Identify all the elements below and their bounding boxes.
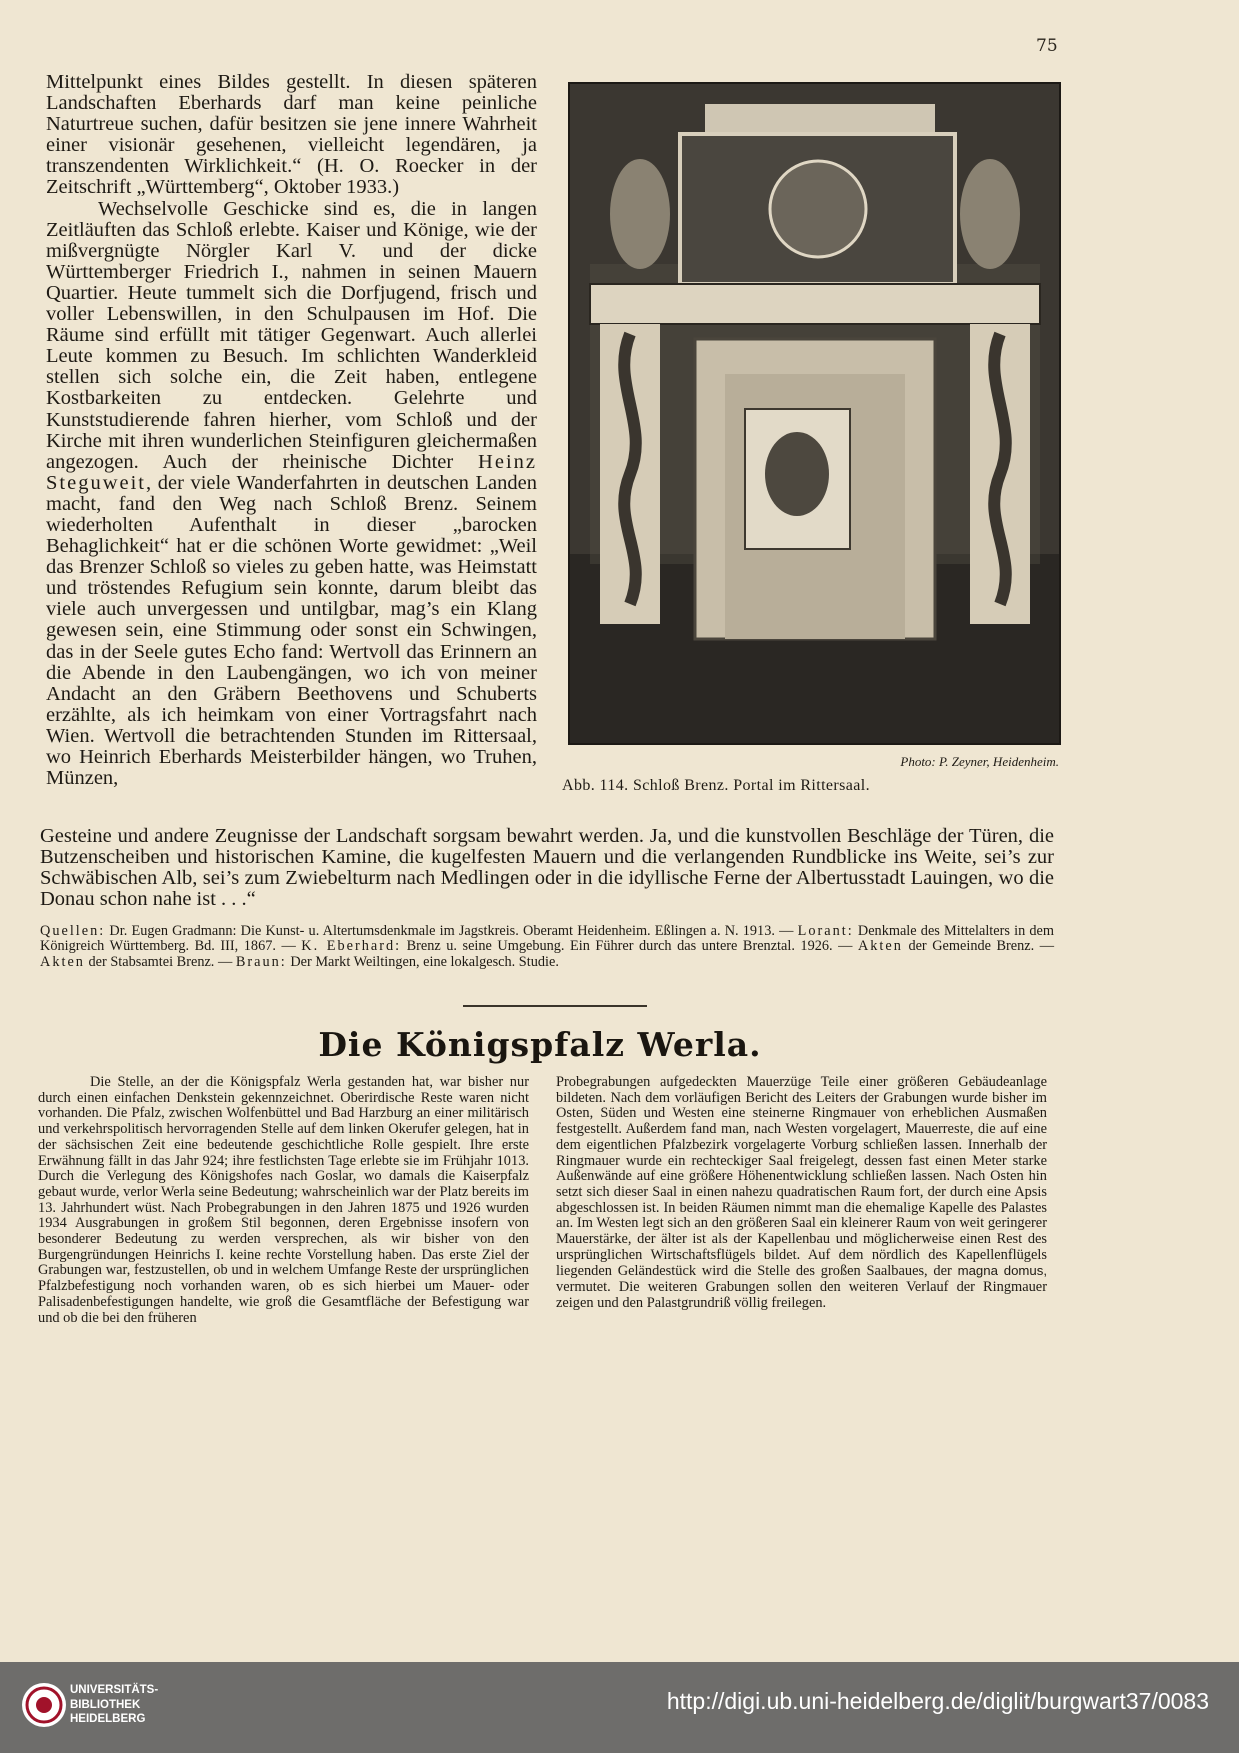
library-name-line-1: UNIVERSITÄTS- (70, 1684, 159, 1696)
article-left-column (38, 1075, 529, 1326)
page-number: 75 (1036, 36, 1058, 56)
poet-name: Heinz Steguweit (46, 450, 537, 494)
source-braun-author: Braun: (235, 953, 287, 970)
source-eberhard: Brenz u. seine Umgebung. Ein Führer durch das untere Brenztal. 1926. — (406, 938, 853, 955)
article-right-text-2: vermutet. Die weiteren Grabungen sollen den weiteren Verlauf der Ringmauer zeigen und den Palastgrundriß völlig freilegen. (556, 1279, 1047, 1311)
source-lorant-author: Lorant: (797, 923, 854, 939)
intro-paragraph-2-end: Gesteine und andere Zeugnisse der Landschaft sorgsam bewahrt werden. Ja, und die kunstvollen Beschläge der Türen, die Butzenscheiben und historischen Kamine, die kugelfesten Mauern und die verlangenden Rundblicke ins Weite, sei’s zur Schwäbischen Alb, sei’s zum Zwiebelturm nach Medlingen oder in die idyllische Ferne der Albertusstadt Lauingen, wo die Donau schon nahe ist . . .“ (40, 825, 1054, 911)
source-akten-1: der Gemeinde Brenz. — (908, 938, 1055, 955)
intro-paragraph-2 (46, 199, 537, 790)
source-eberhard-author: K. Eberhard: (301, 938, 402, 955)
library-name-line-3: HEIDELBERG (70, 1713, 146, 1725)
sources-label: Quellen: (40, 923, 106, 939)
intro-paragraph-1: Mittelpunkt eines Bildes gestellt. In diesen späteren Landschaften Eberhards darf man keine peinliche Naturtreue suchen, dafür besitzen sie jene innere Wahrheit einer visionär gesehenen, vielleicht legendären, ja transzendenten Wirklichkeit.“ (H. O. Roecker in der Zeitschrift „Württemberg“, Oktober 1933.) (46, 71, 537, 199)
source-braun: Der Markt Weiltingen, eine lokalgesch. Studie. (290, 953, 559, 970)
university-seal-icon (21, 1682, 67, 1728)
section-divider (463, 1005, 647, 1007)
portal-illustration (570, 84, 1059, 743)
source-gradmann: Dr. Eugen Gradmann: Die Kunst- u. Altertumsdenkmale im Jagstkreis. Oberamt Heidenheim. Eßlingen a. N. 1913. — (109, 923, 794, 939)
intro-paragraph-2-continued: , der viele Wanderfahrten in deutschen Landen macht, fand den Weg nach Schloß Brenz. Seinem wiederholten Aufenthalt in dieser „barocken Behaglichkeit“ hat er die schönen Worte gewidmet: „Weil das Brenzer Schloß so vieles zu geben hatte, was Heimstatt und tröstendes Refugium sein konnte, darum bleibt das viele auch unvergessen und untilgbar, mag’s ein Klang gewesen sein, eine Stimmung oder sonst ein Schwingen, das in der Seele gutes Echo fand: Wertvoll das Erinnern an die Abende in den Laubengängen, wo ich von meiner Andacht an den Gräbern Beethovens und Schuberts erzählte, als ich heimkam von einer Vortragsfahrt nach Wien. Wertvoll die betrachtenden Stunden im Rittersaal, wo Heinrich Eberhards Meisterbilder hängen, wo Truhen, Münzen, (46, 471, 537, 790)
intro-paragraph-2-text: Wechselvolle Geschicke sind es, die in langen Zeitläuften das Schloß erlebte. Kaiser und Könige, wie der mißvergnügte Nörgler Karl V. und der dicke Württemberger Friedrich I., nahmen in seinen Mauern Quartier. Heute tummelt sich die Dorfjugend, frisch und voller Lebenswillen, in den Schulpausen im Hof. Die Räume sind erfüllt mit tätiger Gegenwart. Auch allerlei Leute kommen zu Besuch. Im schlichten Wanderkleid stellen sich solche ein, die Zeit haben, entlegene Kostbarkeiten zu entdecken. Gelehrte und Kunststudierende fahren hierher, vom Schloß und der Kirche mit ihren wunderlichen Steinfiguren gleichermaßen angezogen. Auch der rheinische Dichter (46, 197, 537, 473)
portal-photograph (568, 82, 1061, 745)
sources-block (40, 924, 1054, 970)
article-right-text-1: Probegrabungen aufgedeckten Mauerzüge Teile einer größeren Gebäudeanlage bildeten. Nach dem vorläufigen Bericht des Leiters der Grabungen wurde bisher im Osten, Süden und Westen eine steinerne Ringmauer von erheblichen Ausmaßen festgestellt. Außerdem fand man, nach Westen vorgelagert, Mauerreste, die auf eine dem eigentlichen Pfalzbezirk vorgelagerte Vorburg schließen lassen. Innerhalb der Ringmauer wurde ein rechteckiger Saal freigelegt, dessen fast einen Meter starke Außenwände auf eine größere Höhenentwicklung schließen lassen. Nach Osten hin setzt sich dieser Saal in einen nahezu quadratischen Raum fort, der durch eine Apsis abgeschlossen ist. In beiden Räumen nimmt man die ehemalige Kapelle des Palastes an. Im Westen legt sich an den größeren Saal ein kleinerer Raum von weit geringerer Mauerstärke, der älter ist als der Kapellenbau und möglicherweise einen Rest des ursprünglichen Wirtschaftsflügels bildet. Auf dem nördlich des Kapellenflügels liegenden Geländestück wird die Stelle des großen Saalbaues, der (556, 1074, 1047, 1280)
source-akten-1-label: Akten (857, 938, 903, 955)
article-title: Die Königspfalz Werla. (318, 1025, 762, 1064)
library-name-line-2: BIBLIOTHEK (70, 1698, 141, 1711)
photo-credit: Photo: P. Zeyner, Heidenheim. (900, 754, 1059, 769)
latin-term: magna domus, (957, 1263, 1047, 1279)
footer-bar (0, 1662, 1239, 1753)
source-lorant: Denkmale des Mittelalters in dem Königreich Württemberg. Bd. III, 1867. — (40, 923, 1055, 955)
article-left-text: Die Stelle, an der die Königspfalz Werla gestanden hat, war bisher nur durch einen einfachen Denkstein gekennzeichnet. Oberirdische Reste waren nicht vorhanden. Die Pfalz, zwischen Wolfenbüttel und Bad Harzburg an einer militärisch und verkehrspolitisch hervorragenden Stelle auf dem linken Okerufer gelegen, hat in der sächsischen Zeit eine bedeutende geschichtliche Rolle gespielt. Ihre erste Erwähnung fällt in das Jahr 924; ihre festlichsten Tage erlebte sie im Frühjahr 1013. Durch die Verlegung des Königshofes nach Goslar, wo damals die Kaiserpfalz gebaut wurde, verlor Werla seine Bedeutung; wahrscheinlich war der Platz bereits im 13. Jahrhundert wüst. Nach Probegrabungen in den Jahren 1875 und 1926 wurden 1934 Ausgrabungen in großem Stil begonnen, deren Ergebnisse insofern von besonderer Bedeutung zu werden versprechen, als wir bisher von den Burgengründungen Heinrichs I. keine rechte Vorstellung haben. Das erste Ziel der Grabungen war, festzustellen, ob und in welchem Umfange Reste der ursprünglichen Pfalzbefestigung noch vorhanden waren, ob es sich hierbei um Mauer- oder Palisadenbefestigungen handelte, wie groß die Gesamtfläche der Befestigung war und ob die bei den früheren (38, 1074, 529, 1326)
source-akten-2: der Stabsamtei Brenz. — (88, 953, 233, 970)
figure-caption: Abb. 114. Schloß Brenz. Portal im Rittersaal. (562, 777, 871, 794)
intro-continuation (40, 826, 1054, 910)
library-name (70, 1683, 158, 1727)
article-right-column (556, 1075, 1047, 1312)
article-right-text (556, 1075, 1047, 1312)
source-akten-2-label: Akten (40, 953, 85, 970)
intro-text-column (46, 72, 537, 789)
source-url-link[interactable]: http://digi.ub.uni-heidelberg.de/diglit/burgwart37/0083 (666, 1688, 1209, 1714)
